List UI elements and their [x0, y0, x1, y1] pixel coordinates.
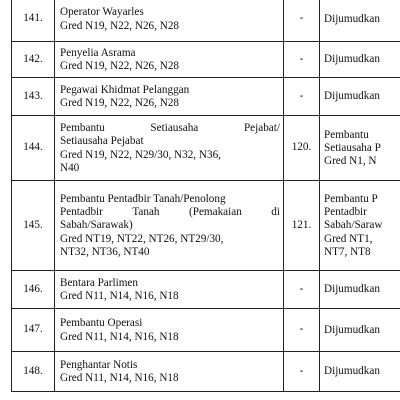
position-title-line-3: Sabah/Sarawak): [60, 219, 133, 232]
position-title: Pegawai Khidmat Pelanggan: [60, 83, 190, 96]
table-row: [12, 116, 400, 181]
mapping-number: 121.: [284, 181, 320, 271]
row-number: 145.: [12, 181, 55, 271]
mapping-number: -: [284, 0, 320, 42]
position-cell: [55, 42, 284, 78]
row-number: 142.: [12, 42, 55, 78]
status-cell: Dijumudkan: [320, 0, 400, 42]
position-title-line-1: Pembantu Setiausaha Pejabat/: [60, 122, 280, 135]
position-title-line-1: Pembantu Pentadbir Tanah/Penolong: [60, 192, 226, 205]
table-row: [12, 0, 400, 42]
row-number: 146.: [12, 271, 55, 309]
position-title: Pembantu Operasi: [60, 317, 143, 330]
mapping-number: -: [284, 271, 320, 309]
position-grade: Gred N19, N22, N26, N28: [60, 60, 180, 72]
row-number: 144.: [12, 116, 55, 181]
table-row: [12, 352, 400, 392]
position-cell: [55, 271, 284, 309]
position-grade: Gred N11, N14, N16, N18: [60, 372, 179, 384]
row-number: 147.: [12, 309, 55, 352]
table-row: [12, 309, 400, 352]
row-number: 148.: [12, 352, 55, 392]
mapping-number: 120.: [284, 116, 320, 181]
mapped-position-cell: Pembantu P Pentadbir Sabah/Saraw Gred NT1, NT7, NT8: [320, 181, 400, 271]
mapped-position-cell: Pembantu Setiausaha P Gred N1, N: [320, 116, 400, 181]
position-grade-cont: NT32, NT36, NT40: [60, 245, 150, 258]
position-title: Penghantar Notis: [60, 358, 138, 371]
position-cell: [55, 0, 284, 42]
position-cell: [55, 116, 284, 181]
table-row: [12, 271, 400, 309]
table-row: [12, 181, 400, 271]
status-cell: Dijumudkan: [320, 42, 400, 78]
position-title: Operator Wayarles: [60, 6, 144, 19]
mapping-number: -: [284, 309, 320, 352]
status-cell: Dijumudkan: [320, 309, 400, 352]
status-cell: Dijumudkan: [320, 352, 400, 392]
position-title-line-2: Pentadbir Tanah (Pemakaian di: [60, 206, 280, 219]
status-cell: Dijumudkan: [320, 271, 400, 309]
status-cell: Dijumudkan: [320, 78, 400, 116]
position-cell: [55, 352, 284, 392]
position-grade: Gred N11, N14, N16, N18: [60, 290, 179, 302]
row-number: 143.: [12, 78, 55, 116]
position-cell: [55, 309, 284, 352]
position-title: Bentara Parlimen: [60, 276, 138, 289]
position-cell: [55, 78, 284, 116]
row-number: 141.: [12, 0, 55, 42]
position-cell: [55, 181, 284, 271]
position-grade: Gred N11, N14, N16, N18: [60, 330, 179, 343]
mapping-number: -: [284, 42, 320, 78]
position-title: Penyelia Asrama: [60, 46, 136, 59]
position-grade-cont: N40: [60, 161, 80, 174]
position-grade: Gred N19, N22, N29/30, N32, N36,: [60, 148, 221, 161]
position-grade: Gred N19, N22, N26, N28: [60, 97, 180, 109]
position-grade: Gred N19, N22, N26, N28: [60, 19, 180, 32]
table-row: [12, 78, 400, 116]
table-row: [12, 42, 400, 78]
position-table: [11, 0, 400, 392]
mapping-number: -: [284, 78, 320, 116]
mapping-number: -: [284, 352, 320, 392]
position-grade: Gred NT19, NT22, NT26, NT29/30,: [60, 232, 224, 245]
position-title-line-2: Setiausaha Pejabat: [60, 135, 144, 148]
